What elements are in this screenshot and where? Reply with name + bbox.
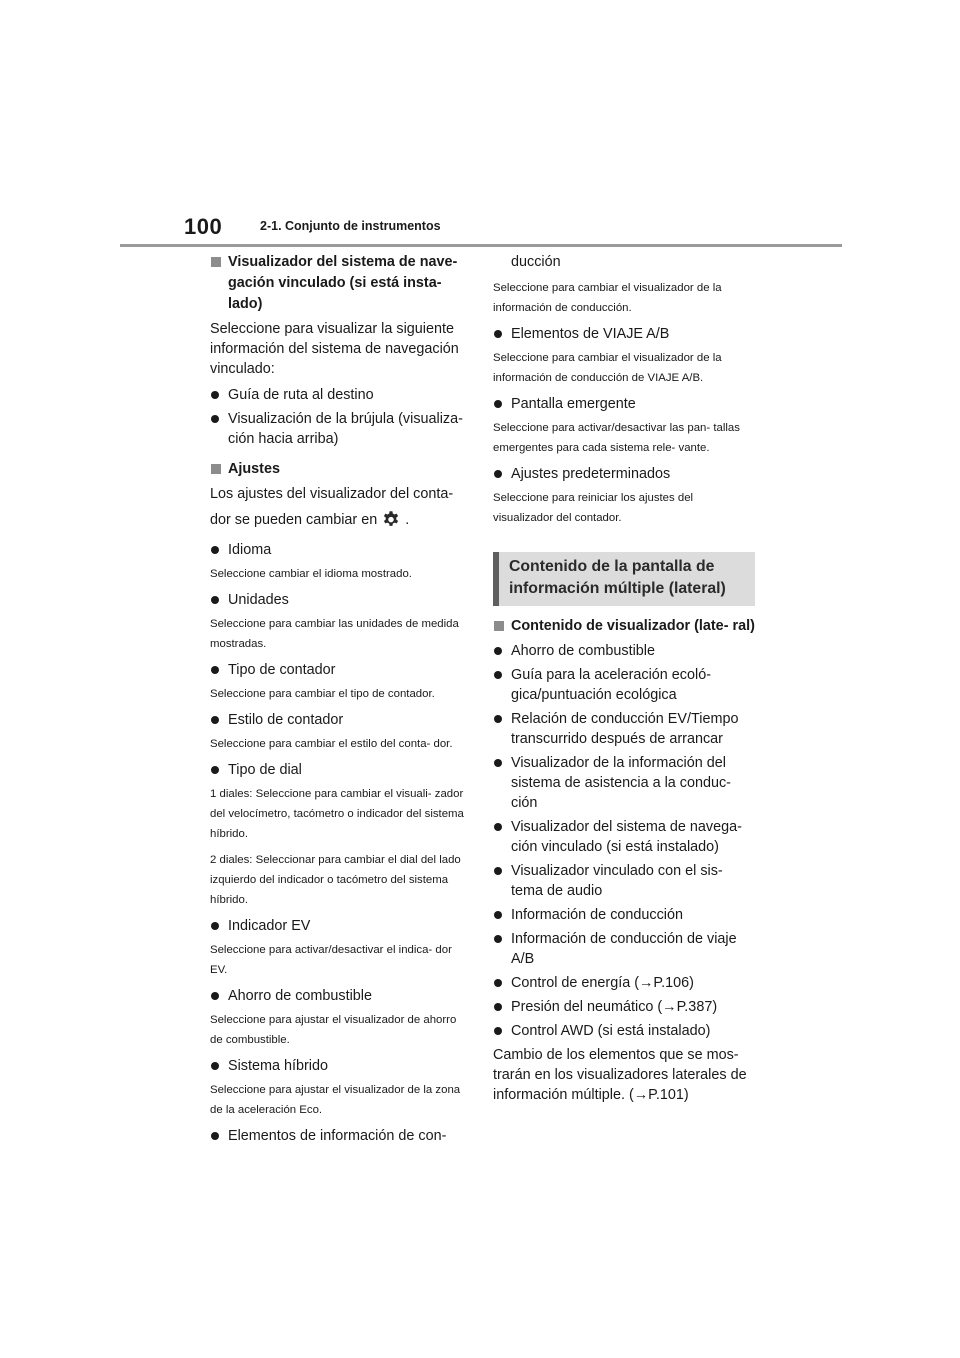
list-item: Visualizador de la información del sistema de asistencia a la conduc- ción [493, 753, 755, 813]
desc-indicador-ev: Seleccione para activar/desactivar el indica- dor EV. [210, 944, 452, 976]
bullet-indicador-ev: Indicador EV [210, 916, 468, 936]
list-item: Visualizador del sistema de navega- ción vinculado (si está instalado) [493, 817, 755, 857]
list-item: Control AWD (si está instalado) [493, 1021, 755, 1041]
desc-emergente: Seleccione para activar/desactivar las pan- tallas emergentes para cada sistema rele- vante. [493, 422, 740, 454]
desc-unidades: Seleccione para cambiar las unidades de medida mostradas. [210, 618, 459, 650]
section-title: 2-1. Conjunto de instrumentos [260, 219, 441, 233]
nav-bullet-compass: Visualización de la brújula (visualiza- ción hacia arriba) [210, 409, 468, 449]
section-banner [493, 552, 755, 606]
settings-body-line2 [210, 506, 468, 534]
list-item: Ahorro de combustible [493, 641, 755, 661]
page-number: 100 [184, 214, 223, 239]
bullet-tipo-contador: Tipo de contador [210, 660, 468, 680]
list-item: Información de conducción [493, 905, 755, 925]
list-item: Visualizador vinculado con el sis- tema de audio [493, 861, 755, 901]
left-column [210, 252, 468, 1150]
bullet-elementos-info: Elementos de información de con- [210, 1126, 468, 1146]
elementos-info-continuation: ducción [511, 254, 561, 270]
bullet-idioma: Idioma [210, 540, 468, 560]
page-header [0, 0, 960, 250]
settings-body-text: dor se pueden cambiar en [210, 512, 378, 528]
nav-body: Seleccione para visualizar la siguiente información del sistema de navegación vinculado: [210, 321, 459, 377]
list-item: Guía para la aceleración ecoló- gica/puntuación ecológica [493, 665, 755, 705]
list-item: Relación de conducción EV/Tiempo transcurrido después de arrancar [493, 709, 755, 749]
list-item: Control de energía (→P.106) [493, 973, 755, 993]
desc-idioma: Seleccione cambiar el idioma mostrado. [210, 568, 412, 580]
desc-hibrido: Seleccione para ajustar el visualizador de la zona de la aceleración Eco. [210, 1084, 461, 1116]
settings-heading: Ajustes [210, 459, 468, 480]
bullet-ahorro: Ahorro de combustible [210, 986, 468, 1006]
closing-paragraph: Cambio de los elementos que se mos- trarán en los visualizadores laterales de información múltiple. (→P.101) [493, 1047, 747, 1103]
desc-tipo-dial-2: 2 diales: Seleccionar para cambiar el dial del lado izquierdo del indicador o tacómetro del sistema híbrido. [210, 854, 461, 906]
settings-body-period: . [405, 512, 410, 528]
list-item: Información de conducción de viaje A/B [493, 929, 755, 969]
gear-icon [381, 510, 401, 530]
bullet-predeterminados: Ajustes predeterminados [493, 464, 755, 484]
desc-predeterminados: Seleccione para reiniciar los ajustes del visualizador del contador. [493, 492, 694, 524]
desc-tipo-contador: Seleccione para cambiar el tipo de contador. [210, 688, 435, 700]
settings-body-line1: Los ajustes del visualizador del conta- [210, 486, 454, 502]
bullet-emergente: Pantalla emergente [493, 394, 755, 414]
nav-bullet-route: Guía de ruta al destino [210, 385, 468, 405]
right-column [493, 252, 755, 1111]
list-item: Presión del neumático (→P.387) [493, 997, 755, 1017]
bullet-estilo-contador: Estilo de contador [210, 710, 468, 730]
nav-heading: Visualizador del sistema de nave- gación vinculado (si está insta- lado) [210, 252, 468, 315]
contenido-list [493, 641, 755, 1041]
contenido-heading: Contenido de visualizador (late- ral) [493, 616, 755, 637]
desc-estilo-contador: Seleccione para cambiar el estilo del conta- dor. [210, 738, 453, 750]
desc-ahorro: Seleccione para ajustar el visualizador de ahorro de combustible. [210, 1014, 457, 1046]
bullet-tipo-dial: Tipo de dial [210, 760, 468, 780]
bullet-hibrido: Sistema híbrido [210, 1056, 468, 1076]
desc-tipo-dial-1: 1 diales: Seleccione para cambiar el visuali- zador del velocímetro, tacómetro o indicador del sistema híbrido. [210, 788, 464, 840]
bullet-unidades: Unidades [210, 590, 468, 610]
desc-elementos-info: Seleccione para cambiar el visualizador de la información de conducción. [493, 282, 722, 314]
banner-title: Contenido de la pantalla de información múltiple (lateral) [509, 558, 726, 597]
bullet-viaje: Elementos de VIAJE A/B [493, 324, 755, 344]
header-rule [120, 244, 842, 247]
desc-viaje: Seleccione para cambiar el visualizador de la información de conducción de VIAJE A/B. [493, 352, 722, 384]
